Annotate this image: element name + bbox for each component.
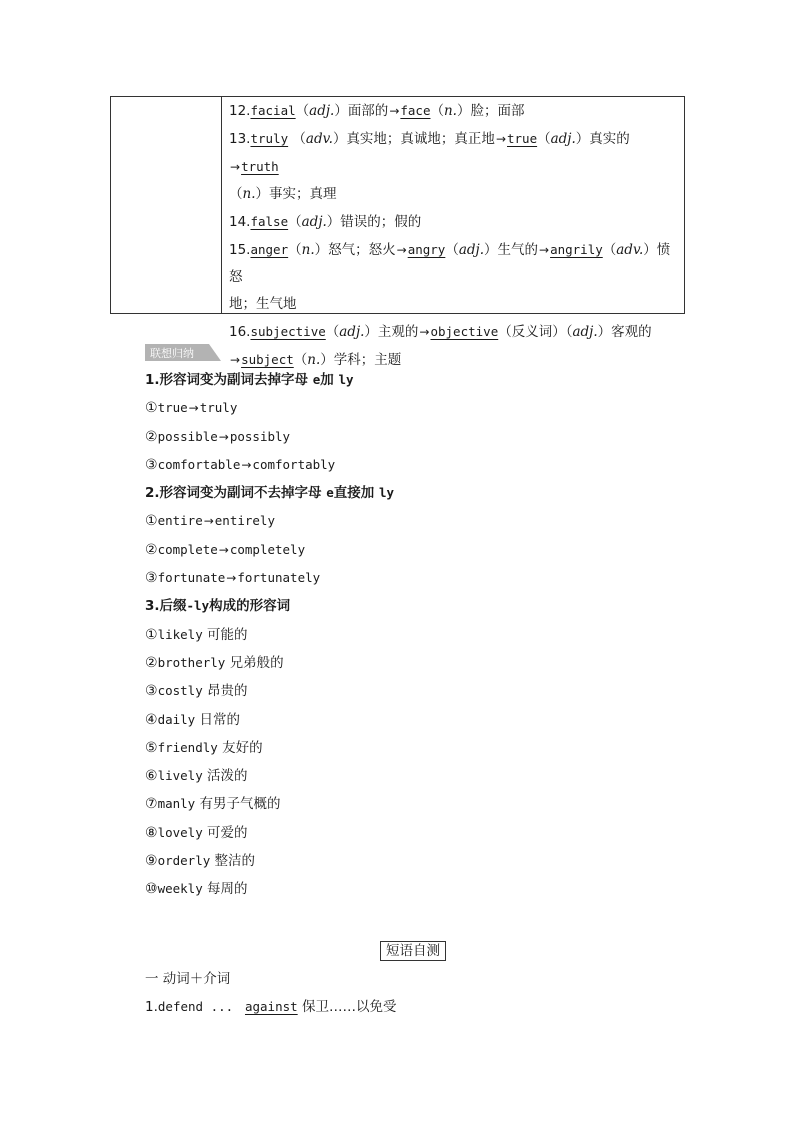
arrow-icon: → bbox=[218, 542, 229, 557]
group-heading-2: 2.形容词变为副词不去掉字母 e直接加 ly bbox=[145, 485, 395, 502]
association-tag: 联想归纳 bbox=[145, 344, 221, 361]
answer-word: subjective bbox=[250, 324, 326, 339]
list-item: ③costly 昂贵的 bbox=[145, 683, 248, 700]
list-item: ③fortunate→fortunately bbox=[145, 570, 321, 587]
answer-word: angry bbox=[407, 242, 446, 257]
answer-word: anger bbox=[250, 242, 289, 257]
list-item: ⑥lively 活泼的 bbox=[145, 768, 248, 785]
vocab-entry-16: 16.subjective（adj.）主观的→objective（反义词）（adj.）客观的 →subject（n.）学科；主题 bbox=[229, 324, 652, 368]
list-item: ②brotherly 兄弟般的 bbox=[145, 654, 284, 671]
answer-word: objective bbox=[430, 324, 499, 339]
group-heading-1: 1.形容词变为副词去掉字母 e加 ly bbox=[145, 372, 354, 388]
list-item: ⑨orderly 整洁的 bbox=[145, 853, 256, 870]
table-left-cell bbox=[111, 97, 222, 313]
arrow-icon: → bbox=[495, 132, 506, 146]
list-item: ①entire→entirely bbox=[145, 513, 275, 530]
vocab-entry-12: 12.facial（adj.）面部的→face（n.）脸；面部 bbox=[229, 103, 525, 119]
phrase-item-1: 1.defend ... against 保卫……以免受 bbox=[145, 999, 397, 1015]
group-heading-3: 3.后缀-ly构成的形容词 bbox=[145, 598, 291, 615]
arrow-icon: → bbox=[188, 401, 199, 416]
arrow-icon: → bbox=[226, 571, 237, 586]
arrow-icon: → bbox=[230, 160, 241, 174]
list-item: ⑧lovely 可爱的 bbox=[145, 824, 248, 841]
arrow-icon: → bbox=[241, 457, 252, 472]
answer-word: subject bbox=[241, 352, 294, 367]
vocab-entry-14: 14.false（adj.）错误的；假的 bbox=[229, 214, 422, 230]
list-item: ⑤friendly 友好的 bbox=[145, 739, 263, 756]
section-title: 短语自测 bbox=[380, 941, 446, 961]
list-item: ④daily 日常的 bbox=[145, 711, 240, 728]
phrase-subheading: 一 动词＋介词 bbox=[145, 971, 231, 987]
answer-word: false bbox=[250, 214, 289, 229]
answer-word: truth bbox=[241, 159, 279, 174]
list-item: ⑦manly 有男子气概的 bbox=[145, 796, 281, 813]
list-item: ②complete→completely bbox=[145, 541, 306, 558]
association-list bbox=[145, 366, 665, 904]
answer-word: facial bbox=[250, 103, 296, 118]
answer-word: angrily bbox=[550, 242, 603, 257]
answer-word: true bbox=[507, 131, 538, 146]
vocab-entry-13: 13.truly （adv.）真实地；真诚地；真正地→true（adj.）真实的→truth （n.）事实；真理 bbox=[229, 131, 630, 202]
arrow-icon: → bbox=[218, 429, 229, 444]
list-item: ②possible→possibly bbox=[145, 428, 291, 445]
vocab-entry-15: 15.anger（n.）怒气；怒火→angry（adj.）生气的→angrily（adv.）愤怒 地；生气地 bbox=[229, 242, 671, 312]
answer-word: against bbox=[244, 999, 298, 1014]
arrow-icon: → bbox=[419, 325, 430, 339]
arrow-icon: → bbox=[539, 243, 550, 257]
arrow-icon: → bbox=[230, 353, 241, 367]
list-item: ③comfortable→comfortably bbox=[145, 456, 336, 473]
arrow-icon: → bbox=[203, 514, 214, 529]
list-item: ①true→truly bbox=[145, 400, 238, 417]
list-item: ①likely 可能的 bbox=[145, 626, 248, 643]
table-right-cell bbox=[223, 97, 684, 368]
arrow-icon: → bbox=[389, 104, 400, 118]
arrow-icon: → bbox=[396, 243, 407, 257]
answer-word: truly bbox=[250, 131, 289, 146]
answer-word: face bbox=[400, 103, 431, 118]
list-item: ⑩weekly 每周的 bbox=[145, 881, 248, 898]
